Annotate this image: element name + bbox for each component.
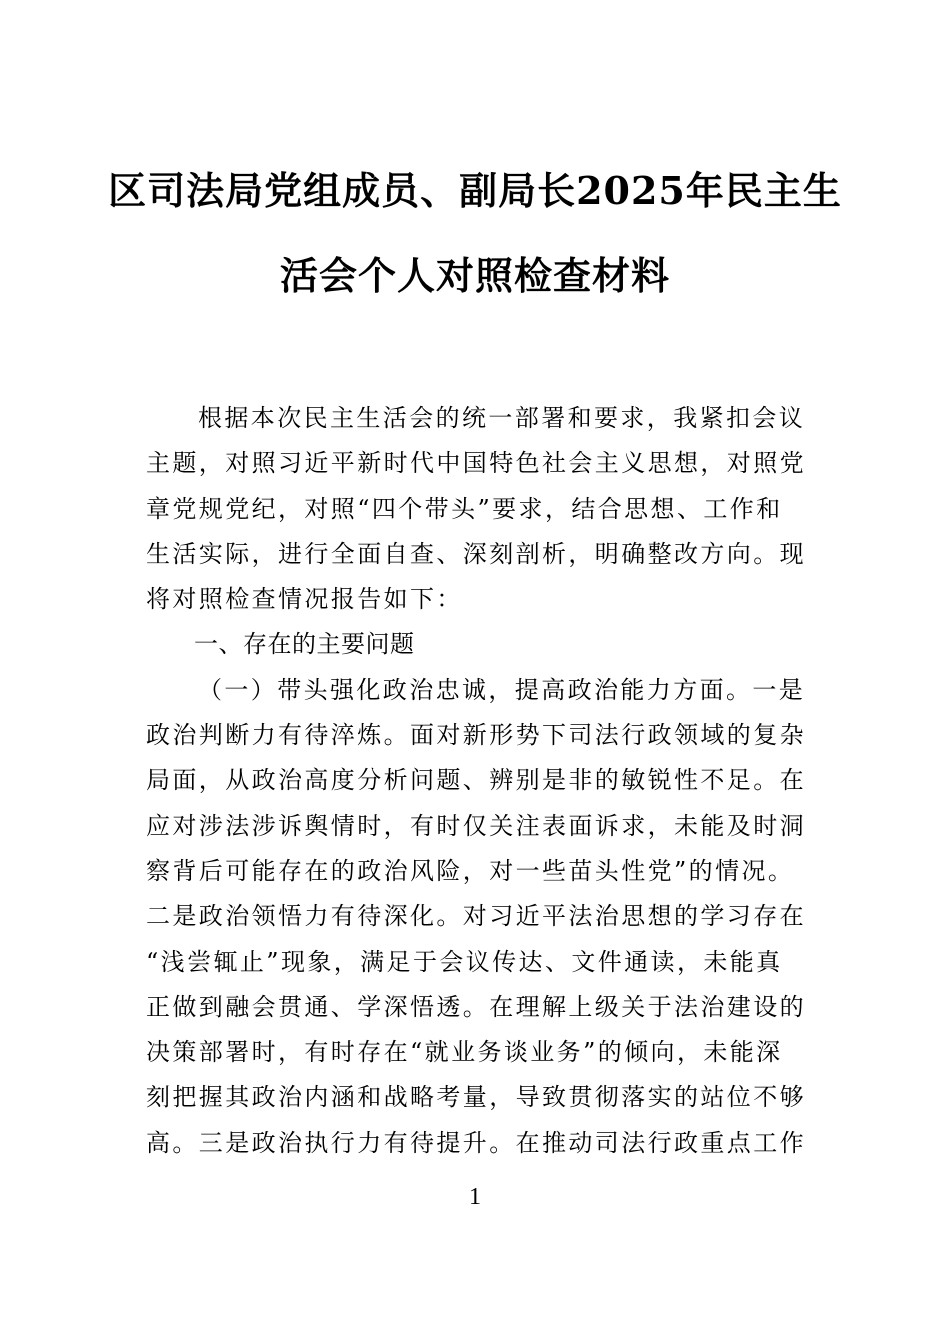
paragraph-line: 二是政治领悟力有待深化。对习近平法治思想的学习存在: [146, 902, 806, 931]
paragraph-line: 将对照检查情况报告如下：: [146, 585, 463, 614]
paragraph-line: 主题，对照习近平新时代中国特色社会主义思想，对照党: [146, 449, 806, 478]
paragraph-line: 正做到融会贯通、学深悟透。在理解上级关于法治建设的: [146, 992, 806, 1021]
paragraph-line: 高。三是政治执行力有待提升。在推动司法行政重点工作: [146, 1128, 806, 1157]
page-number: 1: [469, 1184, 481, 1210]
document-body: [146, 396, 806, 1166]
paragraph-line: 政治判断力有待淬炼。面对新形势下司法行政领域的复杂: [146, 721, 806, 750]
paragraph-line: “浅尝辄止”现象，满足于会议传达、文件通读，未能真: [146, 947, 783, 976]
section-heading: 一、存在的主要问题: [194, 630, 415, 659]
title-line-1: 区司法局党组成员、副局长2025年民主生: [108, 168, 842, 213]
paragraph-line: 局面，从政治高度分析问题、辨别是非的敏锐性不足。在: [146, 766, 806, 795]
title-line-2: 活会个人对照检查材料: [279, 253, 670, 298]
paragraph-line: 生活实际，进行全面自查、深刻剖析，明确整改方向。现: [146, 539, 806, 568]
paragraph-line: 察背后可能存在的政治风险，对一些苗头性党”的情况。: [146, 856, 795, 885]
document-title: [100, 168, 850, 338]
paragraph-line: 应对涉法涉诉舆情时，有时仅关注表面诉求，未能及时洞: [146, 811, 806, 840]
paragraph-line: 根据本次民主生活会的统一部署和要求，我紧扣会议: [198, 404, 806, 432]
paragraph-line: 决策部署时，有时存在“就业务谈业务”的倾向，未能深: [146, 1038, 783, 1067]
subsection-line: （一）带头强化政治忠诚，提高政治能力方面。一是: [198, 675, 806, 704]
paragraph-line: 章党规党纪，对照“四个带头”要求，结合思想、工作和: [146, 494, 783, 523]
paragraph-line: 刻把握其政治内涵和战略考量，导致贯彻落实的站位不够: [146, 1083, 806, 1112]
